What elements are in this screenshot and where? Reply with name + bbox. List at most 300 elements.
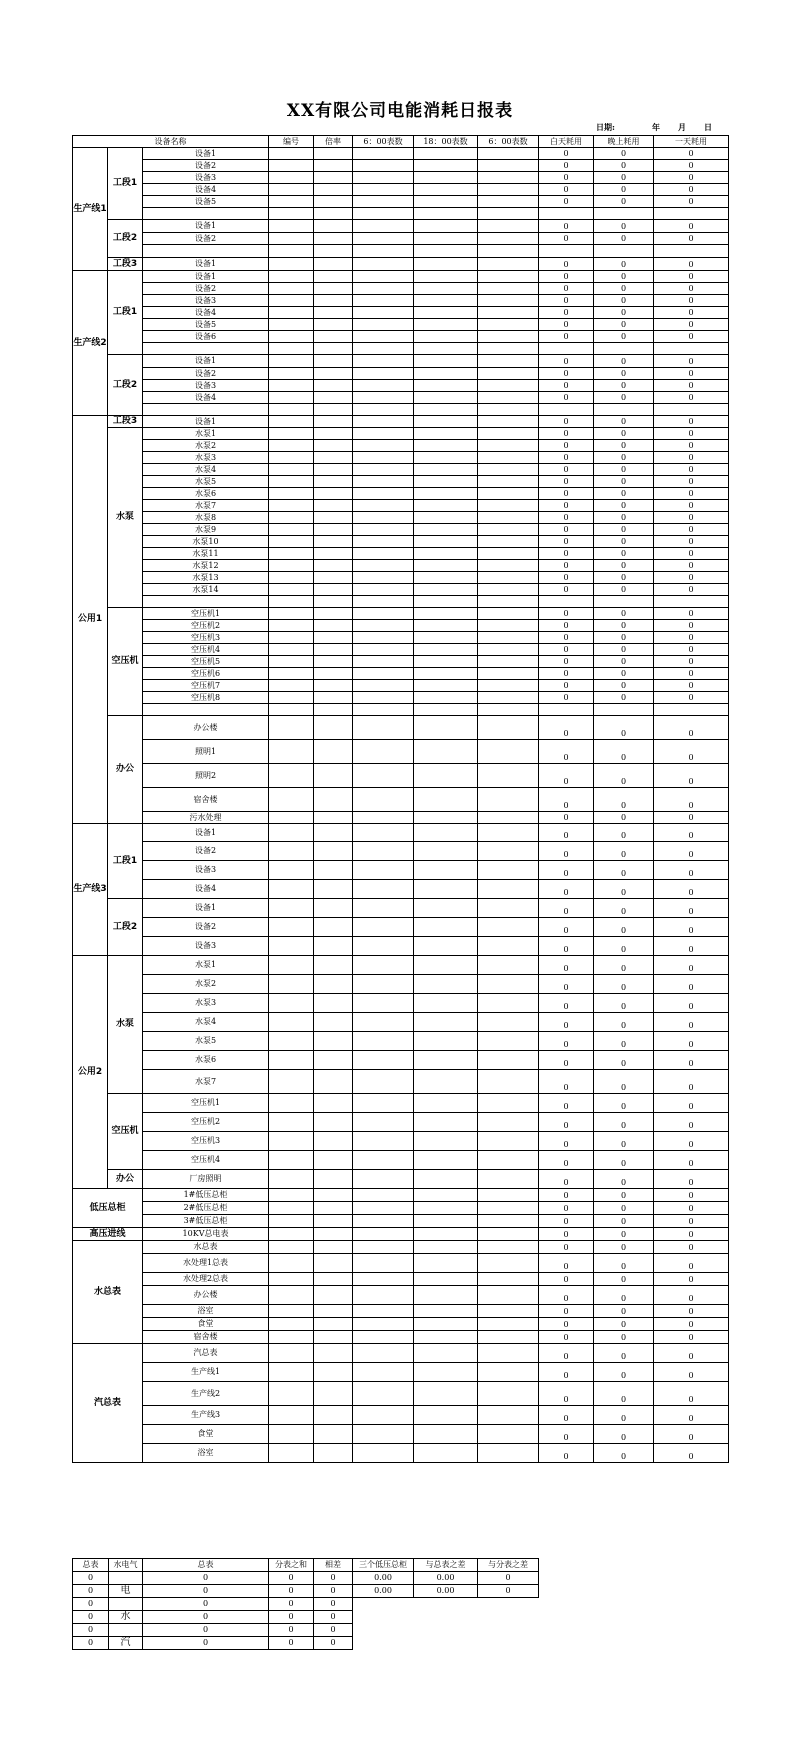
device-name: 空压机4 bbox=[143, 1151, 269, 1170]
night-use-value: 0 bbox=[594, 632, 654, 644]
table-row bbox=[73, 245, 729, 258]
night-use-value: 0 bbox=[594, 196, 654, 208]
table-row bbox=[73, 764, 729, 788]
device-name: 设备3 bbox=[143, 861, 269, 880]
total-use-value: 0 bbox=[654, 764, 729, 788]
empty-cell bbox=[353, 1425, 414, 1444]
empty-cell bbox=[353, 343, 414, 355]
day-use-value: 0 bbox=[539, 452, 594, 464]
total-use-value: 0 bbox=[654, 1032, 729, 1051]
empty-cell bbox=[414, 1051, 478, 1070]
empty-cell bbox=[353, 764, 414, 788]
section-label: 工段2 bbox=[108, 220, 143, 258]
section-label: 工段1 bbox=[108, 271, 143, 355]
empty-cell bbox=[414, 1202, 478, 1215]
empty-cell bbox=[353, 1363, 414, 1382]
device-name: 生产线1 bbox=[143, 1363, 269, 1382]
table-row bbox=[73, 536, 729, 548]
empty-cell bbox=[269, 1241, 314, 1254]
total-use-value bbox=[654, 245, 729, 258]
empty-cell bbox=[269, 880, 314, 899]
table-row bbox=[73, 975, 729, 994]
empty-cell bbox=[353, 937, 414, 956]
empty-cell bbox=[414, 220, 478, 233]
night-use-value: 0 bbox=[594, 1132, 654, 1151]
night-use-value: 0 bbox=[594, 440, 654, 452]
group-label: 低压总柜 bbox=[73, 1189, 143, 1228]
total-use-value: 0 bbox=[654, 656, 729, 668]
device-name: 水泵12 bbox=[143, 560, 269, 572]
empty-cell bbox=[414, 975, 478, 994]
empty-cell bbox=[314, 1318, 353, 1331]
device-name bbox=[143, 343, 269, 355]
table-row bbox=[73, 440, 729, 452]
empty-cell bbox=[414, 512, 478, 524]
empty-cell bbox=[269, 1013, 314, 1032]
total-use-value: 0 bbox=[654, 1094, 729, 1113]
total-use-value: 0 bbox=[654, 220, 729, 233]
empty-cell bbox=[478, 220, 539, 233]
empty-cell bbox=[414, 1215, 478, 1228]
total-use-value: 0 bbox=[654, 184, 729, 196]
day-use-value: 0 bbox=[539, 1444, 594, 1463]
table-row bbox=[73, 1363, 729, 1382]
day-use-value: 0 bbox=[539, 440, 594, 452]
day-use-value: 0 bbox=[539, 283, 594, 295]
day-use-value: 0 bbox=[539, 680, 594, 692]
section-label: 工段3 bbox=[108, 416, 143, 428]
empty-cell bbox=[478, 196, 539, 208]
total-use-value: 0 bbox=[654, 319, 729, 331]
summary-main: 0 bbox=[143, 1611, 269, 1624]
device-name: 宿舍楼 bbox=[143, 788, 269, 812]
empty-cell bbox=[478, 1189, 539, 1202]
device-name: 空压机1 bbox=[143, 1094, 269, 1113]
day-use-value: 0 bbox=[539, 620, 594, 632]
empty-cell bbox=[353, 245, 414, 258]
empty-cell bbox=[269, 692, 314, 704]
total-use-value: 0 bbox=[654, 392, 729, 404]
empty-cell bbox=[314, 548, 353, 560]
day-use-value: 0 bbox=[539, 464, 594, 476]
empty-cell bbox=[269, 956, 314, 975]
empty-cell bbox=[353, 584, 414, 596]
table-row bbox=[73, 824, 729, 842]
table-row bbox=[73, 918, 729, 937]
night-use-value: 0 bbox=[594, 1215, 654, 1228]
day-use-value: 0 bbox=[539, 1406, 594, 1425]
total-use-value: 0 bbox=[654, 524, 729, 536]
night-use-value: 0 bbox=[594, 271, 654, 283]
empty-cell bbox=[353, 500, 414, 512]
empty-cell bbox=[478, 1032, 539, 1051]
day-use-value: 0 bbox=[539, 1254, 594, 1273]
device-name: 空压机6 bbox=[143, 668, 269, 680]
group-label: 生产线1 bbox=[73, 148, 108, 271]
night-use-value: 0 bbox=[594, 220, 654, 233]
empty-cell bbox=[478, 258, 539, 271]
empty-cell bbox=[353, 476, 414, 488]
night-use-value: 0 bbox=[594, 1305, 654, 1318]
day-use-value: 0 bbox=[539, 740, 594, 764]
night-use-value: 0 bbox=[594, 1444, 654, 1463]
total-use-value: 0 bbox=[654, 1070, 729, 1094]
day-use-value: 0 bbox=[539, 500, 594, 512]
day-use-value: 0 bbox=[539, 1425, 594, 1444]
total-use-value: 0 bbox=[654, 1286, 729, 1305]
empty-cell bbox=[353, 220, 414, 233]
total-use-value: 0 bbox=[654, 283, 729, 295]
date-day: 日 bbox=[704, 122, 712, 132]
table-row bbox=[73, 704, 729, 716]
empty-cell bbox=[314, 1344, 353, 1363]
empty-cell bbox=[269, 632, 314, 644]
night-use-value: 0 bbox=[594, 937, 654, 956]
day-use-value: 0 bbox=[539, 1189, 594, 1202]
empty-cell bbox=[353, 1113, 414, 1132]
empty-cell bbox=[414, 488, 478, 500]
empty-cell bbox=[269, 295, 314, 307]
empty-cell bbox=[478, 355, 539, 368]
empty-cell bbox=[414, 307, 478, 319]
empty-cell bbox=[314, 1305, 353, 1318]
empty-cell bbox=[314, 861, 353, 880]
empty-cell bbox=[353, 1013, 414, 1032]
report-title: XX有限公司电能消耗日报表 bbox=[286, 101, 514, 121]
table-row bbox=[73, 644, 729, 656]
empty-cell bbox=[478, 548, 539, 560]
empty-cell bbox=[314, 572, 353, 584]
empty-cell bbox=[478, 343, 539, 355]
empty-cell bbox=[478, 1344, 539, 1363]
night-use-value: 0 bbox=[594, 584, 654, 596]
total-use-value: 0 bbox=[654, 452, 729, 464]
table-row bbox=[73, 1406, 729, 1425]
table-row bbox=[73, 692, 729, 704]
table-row bbox=[73, 184, 729, 196]
empty-cell bbox=[314, 148, 353, 160]
empty-cell bbox=[353, 524, 414, 536]
device-name: 照明2 bbox=[143, 764, 269, 788]
night-use-value: 0 bbox=[594, 331, 654, 343]
table-row bbox=[73, 899, 729, 918]
empty-cell bbox=[353, 1094, 414, 1113]
device-name: 空压机1 bbox=[143, 608, 269, 620]
table-row bbox=[73, 1013, 729, 1032]
table-row bbox=[73, 295, 729, 307]
empty-cell bbox=[414, 452, 478, 464]
device-name: 水泵4 bbox=[143, 464, 269, 476]
device-name: 空压机7 bbox=[143, 680, 269, 692]
empty-cell bbox=[478, 1113, 539, 1132]
night-use-value: 0 bbox=[594, 452, 654, 464]
device-name: 1#低压总柜 bbox=[143, 1189, 269, 1202]
empty-cell bbox=[314, 220, 353, 233]
header-number: 编号 bbox=[269, 136, 314, 148]
table-row bbox=[73, 1254, 729, 1273]
day-use-value: 0 bbox=[539, 184, 594, 196]
empty-cell bbox=[353, 880, 414, 899]
empty-cell bbox=[414, 428, 478, 440]
total-use-value: 0 bbox=[654, 196, 729, 208]
table-row bbox=[73, 656, 729, 668]
night-use-value: 0 bbox=[594, 861, 654, 880]
device-name: 汽总表 bbox=[143, 1344, 269, 1363]
total-use-value: 0 bbox=[654, 788, 729, 812]
night-use-value: 0 bbox=[594, 392, 654, 404]
group-label: 生产线2 bbox=[73, 271, 108, 416]
empty-cell bbox=[414, 245, 478, 258]
device-name: 水泵6 bbox=[143, 1051, 269, 1070]
empty-cell bbox=[414, 355, 478, 368]
empty-cell bbox=[414, 584, 478, 596]
empty-cell bbox=[414, 1132, 478, 1151]
empty-cell bbox=[353, 620, 414, 632]
device-name: 水泵5 bbox=[143, 1032, 269, 1051]
total-use-value: 0 bbox=[654, 1331, 729, 1344]
empty-cell bbox=[414, 937, 478, 956]
section-label: 空压机 bbox=[108, 1094, 143, 1170]
empty-cell bbox=[269, 1215, 314, 1228]
empty-cell bbox=[269, 476, 314, 488]
empty-cell bbox=[314, 716, 353, 740]
night-use-value bbox=[594, 704, 654, 716]
device-name: 水泵2 bbox=[143, 440, 269, 452]
device-name: 空压机4 bbox=[143, 644, 269, 656]
device-name: 生产线2 bbox=[143, 1382, 269, 1406]
header-reading-18: 18：00表数 bbox=[414, 136, 478, 148]
empty-cell bbox=[414, 1425, 478, 1444]
day-use-value: 0 bbox=[539, 1032, 594, 1051]
empty-cell bbox=[314, 331, 353, 343]
empty-cell bbox=[414, 824, 478, 842]
empty-cell bbox=[314, 295, 353, 307]
empty-cell bbox=[353, 1318, 414, 1331]
empty-cell bbox=[478, 899, 539, 918]
day-use-value: 0 bbox=[539, 560, 594, 572]
empty-cell bbox=[314, 620, 353, 632]
empty-cell bbox=[414, 668, 478, 680]
device-name: 水泵10 bbox=[143, 536, 269, 548]
empty-cell bbox=[414, 404, 478, 416]
empty-cell bbox=[478, 500, 539, 512]
night-use-value: 0 bbox=[594, 692, 654, 704]
empty-cell bbox=[269, 1070, 314, 1094]
night-use-value: 0 bbox=[594, 788, 654, 812]
total-use-value: 0 bbox=[654, 1051, 729, 1070]
device-name: 10KV总电表 bbox=[143, 1228, 269, 1241]
table-row bbox=[73, 355, 729, 368]
total-use-value: 0 bbox=[654, 632, 729, 644]
day-use-value: 0 bbox=[539, 220, 594, 233]
empty-cell bbox=[269, 1363, 314, 1382]
summary-total: 0 bbox=[73, 1585, 109, 1598]
day-use-value: 0 bbox=[539, 656, 594, 668]
table-row bbox=[73, 1444, 729, 1463]
empty-cell bbox=[269, 440, 314, 452]
empty-cell bbox=[478, 184, 539, 196]
empty-cell bbox=[353, 1228, 414, 1241]
device-name: 设备2 bbox=[143, 368, 269, 380]
table-row bbox=[73, 148, 729, 160]
summary-main: 0 bbox=[143, 1598, 269, 1611]
empty-cell bbox=[353, 1254, 414, 1273]
night-use-value: 0 bbox=[594, 899, 654, 918]
table-row bbox=[73, 1382, 729, 1406]
empty-cell bbox=[478, 404, 539, 416]
empty-cell bbox=[353, 416, 414, 428]
device-name: 水处理1总表 bbox=[143, 1254, 269, 1273]
total-use-value: 0 bbox=[654, 572, 729, 584]
day-use-value: 0 bbox=[539, 937, 594, 956]
empty-cell bbox=[314, 740, 353, 764]
empty-cell bbox=[353, 452, 414, 464]
summary-header-low-voltage: 三个低压总柜 bbox=[353, 1559, 414, 1572]
device-name: 设备4 bbox=[143, 184, 269, 196]
empty-cell bbox=[414, 1151, 478, 1170]
empty-cell bbox=[478, 440, 539, 452]
empty-cell bbox=[353, 233, 414, 245]
night-use-value: 0 bbox=[594, 842, 654, 861]
empty-cell bbox=[314, 656, 353, 668]
empty-cell bbox=[269, 548, 314, 560]
empty-cell bbox=[478, 584, 539, 596]
summary-header-total: 总表 bbox=[73, 1559, 109, 1572]
empty-cell bbox=[478, 245, 539, 258]
day-use-value: 0 bbox=[539, 608, 594, 620]
empty-cell bbox=[269, 1094, 314, 1113]
empty-cell bbox=[414, 271, 478, 283]
day-use-value: 0 bbox=[539, 196, 594, 208]
empty-cell bbox=[269, 560, 314, 572]
total-use-value: 0 bbox=[654, 440, 729, 452]
empty-cell bbox=[353, 464, 414, 476]
day-use-value bbox=[539, 596, 594, 608]
night-use-value bbox=[594, 245, 654, 258]
empty-cell bbox=[269, 1202, 314, 1215]
total-use-value: 0 bbox=[654, 172, 729, 184]
table-row bbox=[73, 331, 729, 343]
empty-cell bbox=[353, 788, 414, 812]
day-use-value: 0 bbox=[539, 1215, 594, 1228]
empty-cell bbox=[353, 319, 414, 331]
day-use-value bbox=[539, 343, 594, 355]
device-name: 设备1 bbox=[143, 271, 269, 283]
empty-cell bbox=[314, 196, 353, 208]
empty-cell bbox=[314, 1444, 353, 1463]
empty-cell bbox=[478, 160, 539, 172]
device-name: 设备2 bbox=[143, 160, 269, 172]
empty-cell bbox=[353, 1189, 414, 1202]
total-use-value: 0 bbox=[654, 1215, 729, 1228]
day-use-value: 0 bbox=[539, 812, 594, 824]
day-use-value: 0 bbox=[539, 1331, 594, 1344]
empty-cell bbox=[314, 1228, 353, 1241]
empty-cell bbox=[314, 1151, 353, 1170]
table-row bbox=[73, 512, 729, 524]
night-use-value: 0 bbox=[594, 1382, 654, 1406]
night-use-value: 0 bbox=[594, 524, 654, 536]
empty-cell bbox=[269, 160, 314, 172]
summary-row bbox=[73, 1598, 539, 1611]
empty-cell bbox=[269, 196, 314, 208]
empty-cell bbox=[414, 812, 478, 824]
empty-cell bbox=[269, 245, 314, 258]
device-name: 办公楼 bbox=[143, 1286, 269, 1305]
device-name: 设备1 bbox=[143, 148, 269, 160]
night-use-value: 0 bbox=[594, 764, 654, 788]
table-row bbox=[73, 196, 729, 208]
section-label: 空压机 bbox=[108, 608, 143, 716]
total-use-value: 0 bbox=[654, 536, 729, 548]
empty-cell bbox=[478, 1382, 539, 1406]
total-use-value: 0 bbox=[654, 740, 729, 764]
day-use-value: 0 bbox=[539, 355, 594, 368]
empty-cell bbox=[478, 1444, 539, 1463]
empty-cell bbox=[414, 918, 478, 937]
empty-cell bbox=[353, 824, 414, 842]
empty-cell bbox=[353, 380, 414, 392]
empty-cell bbox=[478, 668, 539, 680]
empty-cell bbox=[414, 524, 478, 536]
device-name: 浴室 bbox=[143, 1444, 269, 1463]
empty-cell bbox=[478, 842, 539, 861]
empty-cell bbox=[314, 307, 353, 319]
day-use-value: 0 bbox=[539, 824, 594, 842]
total-use-value: 0 bbox=[654, 1202, 729, 1215]
device-name: 水泵7 bbox=[143, 500, 269, 512]
day-use-value: 0 bbox=[539, 842, 594, 861]
group-label: 生产线3 bbox=[73, 824, 108, 956]
total-use-value: 0 bbox=[654, 716, 729, 740]
device-name: 水处理2总表 bbox=[143, 1273, 269, 1286]
empty-cell bbox=[478, 1070, 539, 1094]
empty-cell bbox=[414, 1406, 478, 1425]
total-use-value: 0 bbox=[654, 918, 729, 937]
day-use-value: 0 bbox=[539, 668, 594, 680]
day-use-value bbox=[539, 208, 594, 220]
empty-cell bbox=[314, 392, 353, 404]
empty-cell bbox=[414, 692, 478, 704]
table-row bbox=[73, 1286, 729, 1305]
device-name: 水泵14 bbox=[143, 584, 269, 596]
total-use-value: 0 bbox=[654, 148, 729, 160]
day-use-value: 0 bbox=[539, 1202, 594, 1215]
empty-cell bbox=[353, 680, 414, 692]
empty-cell bbox=[314, 644, 353, 656]
device-name: 空压机3 bbox=[143, 1132, 269, 1151]
empty-cell bbox=[269, 899, 314, 918]
table-row bbox=[73, 488, 729, 500]
summary-total: 0 bbox=[73, 1624, 109, 1637]
night-use-value: 0 bbox=[594, 1254, 654, 1273]
night-use-value: 0 bbox=[594, 1113, 654, 1132]
empty-cell bbox=[269, 184, 314, 196]
total-use-value: 0 bbox=[654, 295, 729, 307]
empty-cell bbox=[478, 1132, 539, 1151]
night-use-value: 0 bbox=[594, 172, 654, 184]
empty-cell bbox=[314, 355, 353, 368]
device-name: 设备5 bbox=[143, 319, 269, 331]
empty-cell bbox=[269, 283, 314, 295]
table-row bbox=[73, 500, 729, 512]
day-use-value: 0 bbox=[539, 1318, 594, 1331]
empty-cell bbox=[269, 404, 314, 416]
night-use-value: 0 bbox=[594, 560, 654, 572]
empty-cell bbox=[478, 632, 539, 644]
empty-cell bbox=[314, 500, 353, 512]
empty-cell bbox=[314, 937, 353, 956]
